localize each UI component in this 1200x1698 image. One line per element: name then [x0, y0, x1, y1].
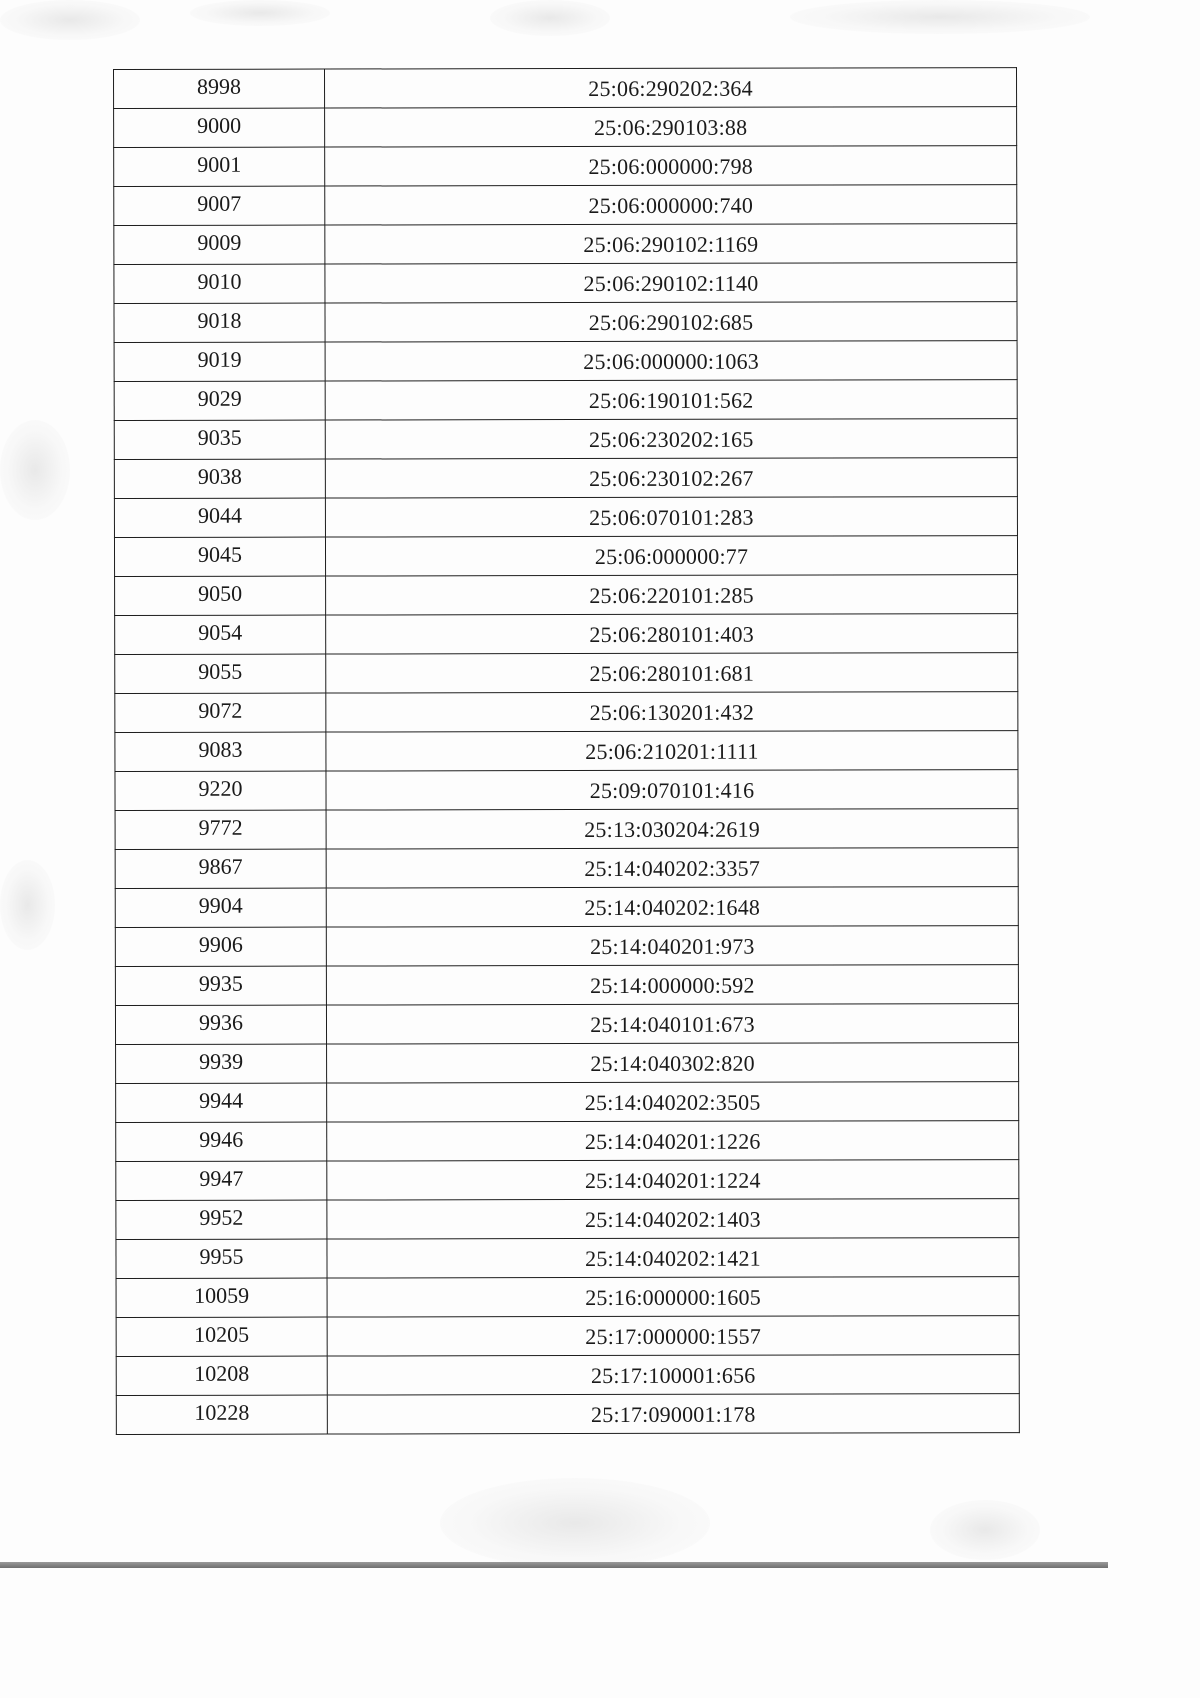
cadastral-number-cell [326, 887, 1018, 927]
scan-noise-top-mid [190, 0, 330, 26]
row-number: 9044 [197, 502, 242, 528]
row-number-cell [116, 1395, 327, 1434]
row-number-cell [116, 1278, 327, 1317]
table-body [114, 68, 1020, 1435]
row-number-cell [114, 420, 325, 459]
row-number: 9009 [197, 229, 242, 255]
row-number: 9083 [198, 736, 243, 762]
table-row [116, 1316, 1019, 1357]
row-number: 9955 [199, 1243, 244, 1269]
row-number: 9946 [199, 1126, 244, 1152]
row-number-cell [114, 147, 325, 186]
row-number: 9935 [198, 970, 243, 996]
cadastral-number-cell [327, 1394, 1019, 1434]
cadastral-number: 25:06:070101:283 [589, 504, 754, 531]
row-number: 9072 [198, 697, 243, 723]
cadastral-number-cell [327, 1121, 1019, 1161]
cadastral-number-cell [325, 263, 1017, 303]
cadastral-number: 25:06:190101:562 [588, 387, 754, 414]
row-number-cell [114, 459, 325, 498]
row-number-cell [115, 576, 326, 615]
table-row [115, 614, 1018, 655]
row-number: 9019 [197, 346, 242, 372]
cadastral-number: 25:14:040202:1403 [585, 1206, 761, 1233]
cadastral-number-cell [327, 1082, 1019, 1122]
row-number: 9939 [199, 1048, 244, 1074]
row-number-cell [115, 966, 326, 1005]
cadastral-number-cell [327, 1238, 1019, 1278]
cadastral-number-cell [325, 419, 1017, 459]
table-row [116, 1043, 1019, 1084]
row-number-cell [115, 615, 326, 654]
row-number-cell [115, 1005, 326, 1044]
row-number-cell [115, 927, 326, 966]
scan-noise-left-1 [0, 420, 70, 520]
row-number: 9029 [197, 385, 242, 411]
cadastral-number-cell [326, 770, 1018, 810]
row-number-cell [115, 693, 326, 732]
row-number-cell [115, 810, 326, 849]
cadastral-number: 25:14:040202:1421 [585, 1245, 761, 1272]
cadastral-number: 25:06:290202:364 [588, 75, 753, 102]
row-number: 9001 [197, 151, 242, 177]
cadastral-number: 25:14:040202:3505 [584, 1089, 761, 1116]
scan-noise-top-right [790, 0, 1090, 34]
table-row [114, 458, 1017, 499]
cadastral-number-cell [325, 458, 1017, 498]
cadastral-number: 25:14:040201:973 [590, 933, 755, 960]
row-number-cell [114, 303, 325, 342]
table-row [114, 185, 1017, 226]
row-number-cell [116, 1239, 327, 1278]
cadastral-number: 25:06:220101:285 [589, 582, 754, 609]
scan-bottom-edge [0, 1562, 1108, 1568]
table-row [115, 965, 1018, 1006]
row-number: 9007 [197, 190, 242, 216]
cadastral-number: 25:14:040201:1226 [584, 1128, 761, 1155]
cadastral-number-cell [325, 341, 1017, 381]
table-row [115, 848, 1018, 889]
scan-noise-top-left [0, 0, 140, 40]
row-number-cell [114, 69, 325, 108]
data-table [113, 67, 1020, 1435]
row-number-cell [114, 342, 325, 381]
table-row [114, 497, 1017, 538]
table-row [114, 536, 1017, 577]
cadastral-number: 25:17:000000:1557 [585, 1323, 762, 1350]
cadastral-number-cell [325, 107, 1017, 147]
cadastral-number-cell [326, 731, 1018, 771]
cadastral-number-cell [327, 1160, 1019, 1200]
cadastral-number: 25:06:230102:267 [589, 465, 754, 492]
table-row [114, 107, 1017, 148]
cadastral-number: 25:14:040302:820 [590, 1050, 755, 1077]
table-row [116, 1121, 1019, 1162]
row-number-cell [115, 888, 326, 927]
row-number-cell [116, 1044, 327, 1083]
row-number: 9220 [198, 775, 243, 801]
table-row [114, 419, 1017, 460]
table-row [114, 380, 1017, 421]
cadastral-number-cell [327, 1043, 1019, 1083]
cadastral-number-cell [326, 926, 1018, 966]
cadastral-number: 25:14:040202:1648 [584, 894, 761, 921]
scan-noise-top-center [490, 0, 610, 36]
row-number-cell [115, 654, 326, 693]
row-number: 9772 [198, 814, 243, 840]
cadastral-number: 25:13:030204:2619 [584, 816, 760, 843]
scan-noise-bottom-center [440, 1478, 710, 1568]
table-row [115, 731, 1018, 772]
cadastral-number: 25:06:000000:1063 [583, 348, 760, 375]
cadastral-number-cell [326, 653, 1018, 693]
table-row [115, 770, 1018, 811]
row-number-cell [116, 1317, 327, 1356]
cadastral-number-cell [327, 1355, 1019, 1395]
row-number: 10208 [194, 1360, 250, 1386]
cadastral-number-cell [327, 1277, 1019, 1317]
table-row [115, 1004, 1018, 1045]
row-number: 9038 [197, 463, 242, 489]
row-number: 8998 [197, 73, 242, 99]
cadastral-number-cell [326, 614, 1018, 654]
cadastral-number: 25:06:290102:1140 [583, 270, 759, 297]
row-number-cell [115, 732, 326, 771]
row-number-cell [115, 849, 326, 888]
cadastral-number: 25:14:040101:673 [590, 1011, 755, 1038]
table-row [114, 302, 1017, 343]
row-number: 9904 [198, 892, 243, 918]
table-row [114, 146, 1017, 187]
cadastral-number-cell [326, 809, 1018, 849]
cadastral-number-cell [326, 965, 1018, 1005]
row-number: 9010 [197, 268, 242, 294]
row-number: 9054 [198, 619, 243, 645]
row-number-cell [116, 1161, 327, 1200]
scan-noise-left-2 [0, 860, 55, 950]
cadastral-number-cell [327, 1199, 1019, 1239]
row-number: 9867 [198, 853, 243, 879]
cadastral-number: 25:14:040202:3357 [584, 855, 761, 882]
row-number: 9906 [198, 931, 243, 957]
cadastral-number: 25:06:280101:681 [589, 660, 755, 687]
cadastral-number: 25:14:040201:1224 [584, 1167, 761, 1194]
table-row [116, 1277, 1019, 1318]
table-row [114, 341, 1017, 382]
row-number: 9936 [198, 1009, 244, 1035]
cadastral-number-cell [325, 302, 1017, 342]
row-number: 9050 [198, 580, 243, 606]
row-number-cell [114, 381, 325, 420]
table-row [114, 263, 1017, 304]
table-row [116, 1160, 1019, 1201]
cadastral-number: 25:09:070101:416 [589, 777, 755, 804]
cadastral-number: 25:17:090001:178 [591, 1401, 756, 1428]
table-row [116, 1082, 1019, 1123]
row-number-cell [114, 264, 325, 303]
row-number: 9947 [199, 1165, 244, 1191]
cadastral-number: 25:17:100001:656 [590, 1362, 756, 1389]
scan-noise-bottom-right [930, 1500, 1040, 1560]
cadastral-number-cell [326, 848, 1018, 888]
cadastral-number: 25:06:230202:165 [588, 426, 754, 453]
row-number: 9944 [199, 1087, 244, 1113]
row-number-cell [116, 1200, 327, 1239]
row-number-cell [116, 1356, 327, 1395]
cadastral-number: 25:14:000000:592 [590, 972, 755, 999]
table-row [115, 887, 1018, 928]
table-row [116, 1355, 1019, 1396]
row-number: 9045 [197, 541, 243, 567]
cadastral-number-cell [325, 224, 1017, 264]
row-number-cell [114, 225, 325, 264]
table-row [115, 926, 1018, 967]
cadastral-number: 25:06:290102:1169 [583, 231, 759, 258]
cadastral-number-cell [326, 1004, 1018, 1044]
row-number: 10228 [194, 1399, 250, 1425]
row-number-cell [116, 1083, 327, 1122]
row-number-cell [114, 498, 325, 537]
table-row [115, 809, 1018, 850]
table-row [116, 1238, 1019, 1279]
cadastral-number: 25:06:000000:798 [588, 153, 753, 180]
row-number-cell [115, 771, 326, 810]
row-number: 10205 [194, 1321, 250, 1347]
cadastral-number: 25:06:290103:88 [593, 114, 748, 140]
cadastral-number: 25:06:290102:685 [588, 309, 754, 336]
row-number: 9000 [197, 112, 242, 138]
row-number: 9018 [197, 307, 242, 333]
cadastral-number-cell [326, 575, 1018, 615]
cadastral-number-cell [327, 1316, 1019, 1356]
row-number: 10059 [194, 1282, 250, 1308]
cadastral-number-cell [325, 68, 1017, 108]
row-number-cell [114, 537, 325, 576]
cadastral-number-cell [325, 497, 1017, 537]
table-row [115, 653, 1018, 694]
cadastral-number: 25:06:000000:740 [588, 192, 754, 219]
row-number: 9952 [199, 1204, 244, 1230]
cadastral-number-cell [325, 146, 1017, 186]
cadastral-number-cell [325, 380, 1017, 420]
table-row [114, 68, 1017, 109]
row-number-cell [114, 108, 325, 147]
cadastral-number-cell [325, 185, 1017, 225]
row-number: 9035 [197, 424, 242, 450]
table-row [116, 1199, 1019, 1240]
table-row [115, 575, 1018, 616]
cadastral-number: 25:06:210201:1111 [585, 738, 759, 765]
cadastral-number: 25:06:000000:77 [594, 543, 749, 569]
cadastral-number-cell [325, 536, 1017, 576]
table-row [115, 692, 1018, 733]
cadastral-number: 25:06:130201:432 [589, 699, 755, 726]
row-number: 9055 [198, 658, 243, 684]
row-number-cell [116, 1122, 327, 1161]
table-row [114, 224, 1017, 265]
row-number-cell [114, 186, 325, 225]
cadastral-number: 25:06:280101:403 [589, 621, 754, 648]
table-row [116, 1394, 1019, 1435]
cadastral-number: 25:16:000000:1605 [585, 1284, 761, 1311]
cadastral-number-cell [326, 692, 1018, 732]
